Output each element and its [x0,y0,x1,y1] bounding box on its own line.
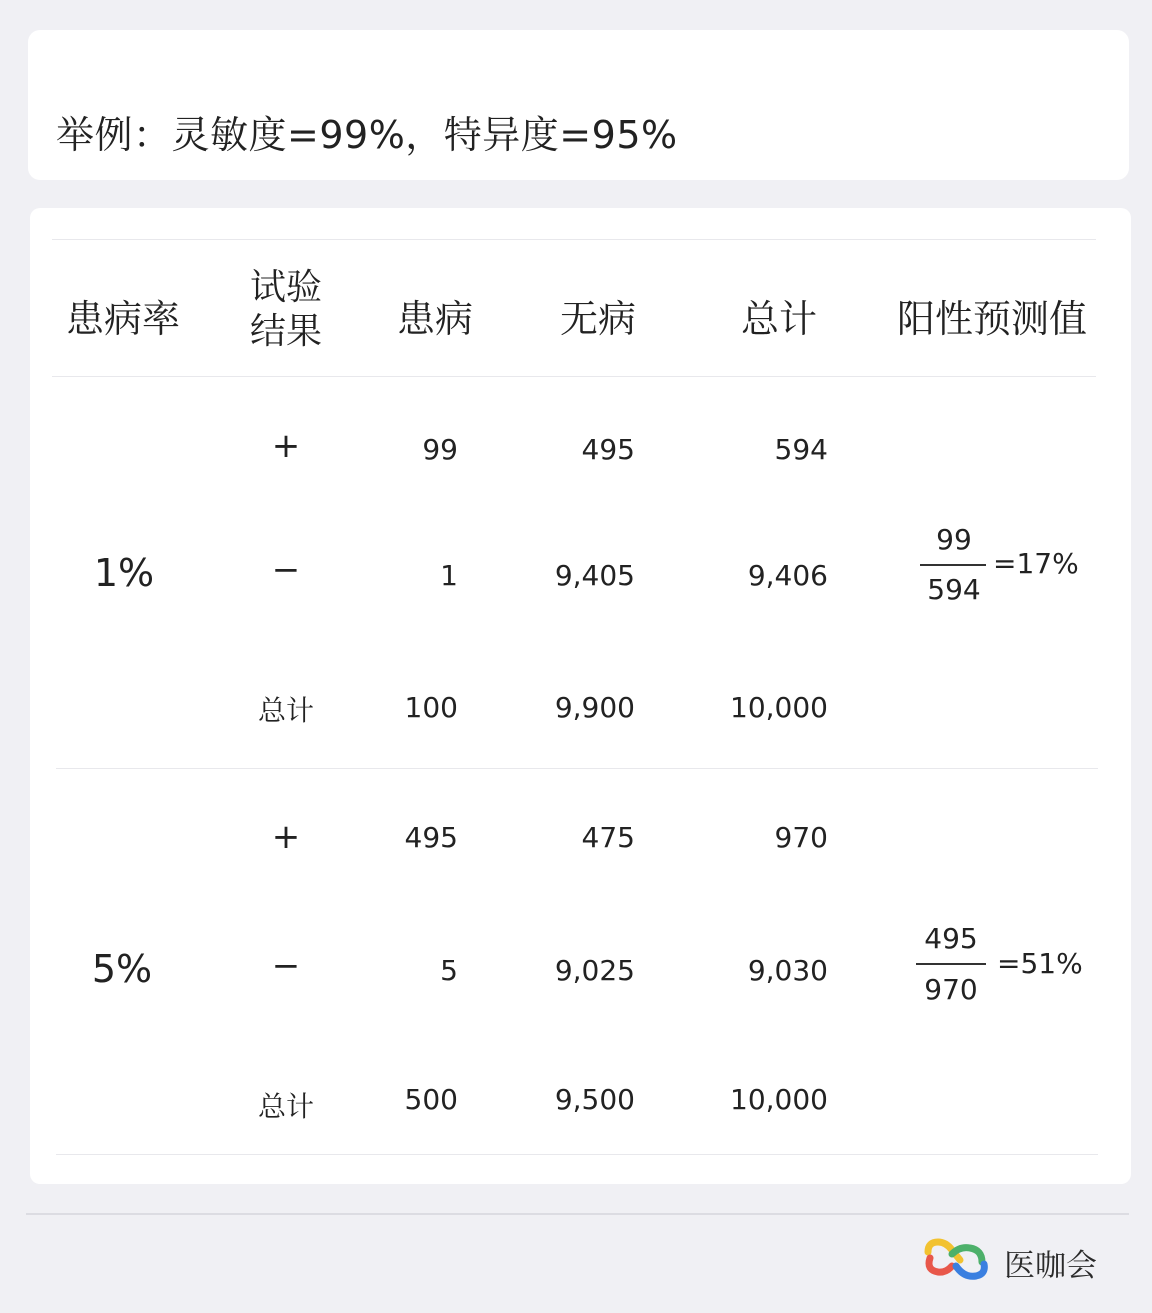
result-positive: + [271,817,301,857]
table-cell: 9,500 [554,1083,635,1116]
ppv-denominator: 970 [924,973,978,1006]
brand-name: 医咖会 [1004,1247,1097,1284]
header-bottom-rule [52,376,1096,377]
header-test-line1: 试验 [250,267,323,308]
table-cell: 9,405 [554,559,635,592]
table-cell: 99 [422,433,458,466]
title-card [28,30,1129,180]
table-cell: 9,406 [747,559,828,592]
header-diseased: 患病 [397,297,474,341]
table-cell: 495 [581,433,635,466]
result-negative: − [271,550,301,590]
table-cell: 594 [774,433,828,466]
ppv-denominator: 594 [927,573,981,606]
table-cell: 5 [440,954,458,987]
header-total: 总计 [741,297,818,341]
header-test-result [250,266,322,354]
table-cell: 100 [404,691,458,724]
result-positive: + [271,426,301,466]
ppv-result: =51% [997,947,1083,980]
footer-divider [26,1213,1129,1215]
table-bottom-rule [56,1154,1098,1155]
group-rate: 1% [93,551,155,595]
header-ppv: 阳性预测值 [897,297,1088,341]
result-negative: − [271,946,301,986]
ppv-result: =17% [993,547,1079,580]
table-cell: 9,030 [747,954,828,987]
brand-logo[interactable] [920,1238,1097,1286]
group-rate: 5% [91,947,153,991]
table-cell: 495 [404,821,458,854]
table-cell: 970 [774,821,828,854]
ppv-table [30,208,1131,1184]
group-divider [56,768,1098,769]
fraction-bar [916,963,986,965]
table-cell: 9,900 [554,691,635,724]
fraction-bar [920,564,986,566]
result-total: 总计 [257,694,314,727]
header-test-line2: 结果 [250,311,323,352]
table-cell: 9,025 [554,954,635,987]
chain-link-logo-icon [920,1236,996,1288]
example-title: 举例：灵敏度=99%，特异度=95% [56,113,678,157]
table-cell: 10,000 [730,691,828,724]
table-cell: 475 [581,821,635,854]
ppv-numerator: 99 [936,523,972,556]
table-top-rule [52,239,1096,240]
table-cell: 1 [440,559,458,592]
header-rate: 患病率 [66,297,181,341]
table-cell: 10,000 [730,1083,828,1116]
result-total: 总计 [257,1090,314,1123]
header-healthy: 无病 [560,297,637,341]
ppv-numerator: 495 [924,922,978,955]
table-cell: 500 [404,1083,458,1116]
